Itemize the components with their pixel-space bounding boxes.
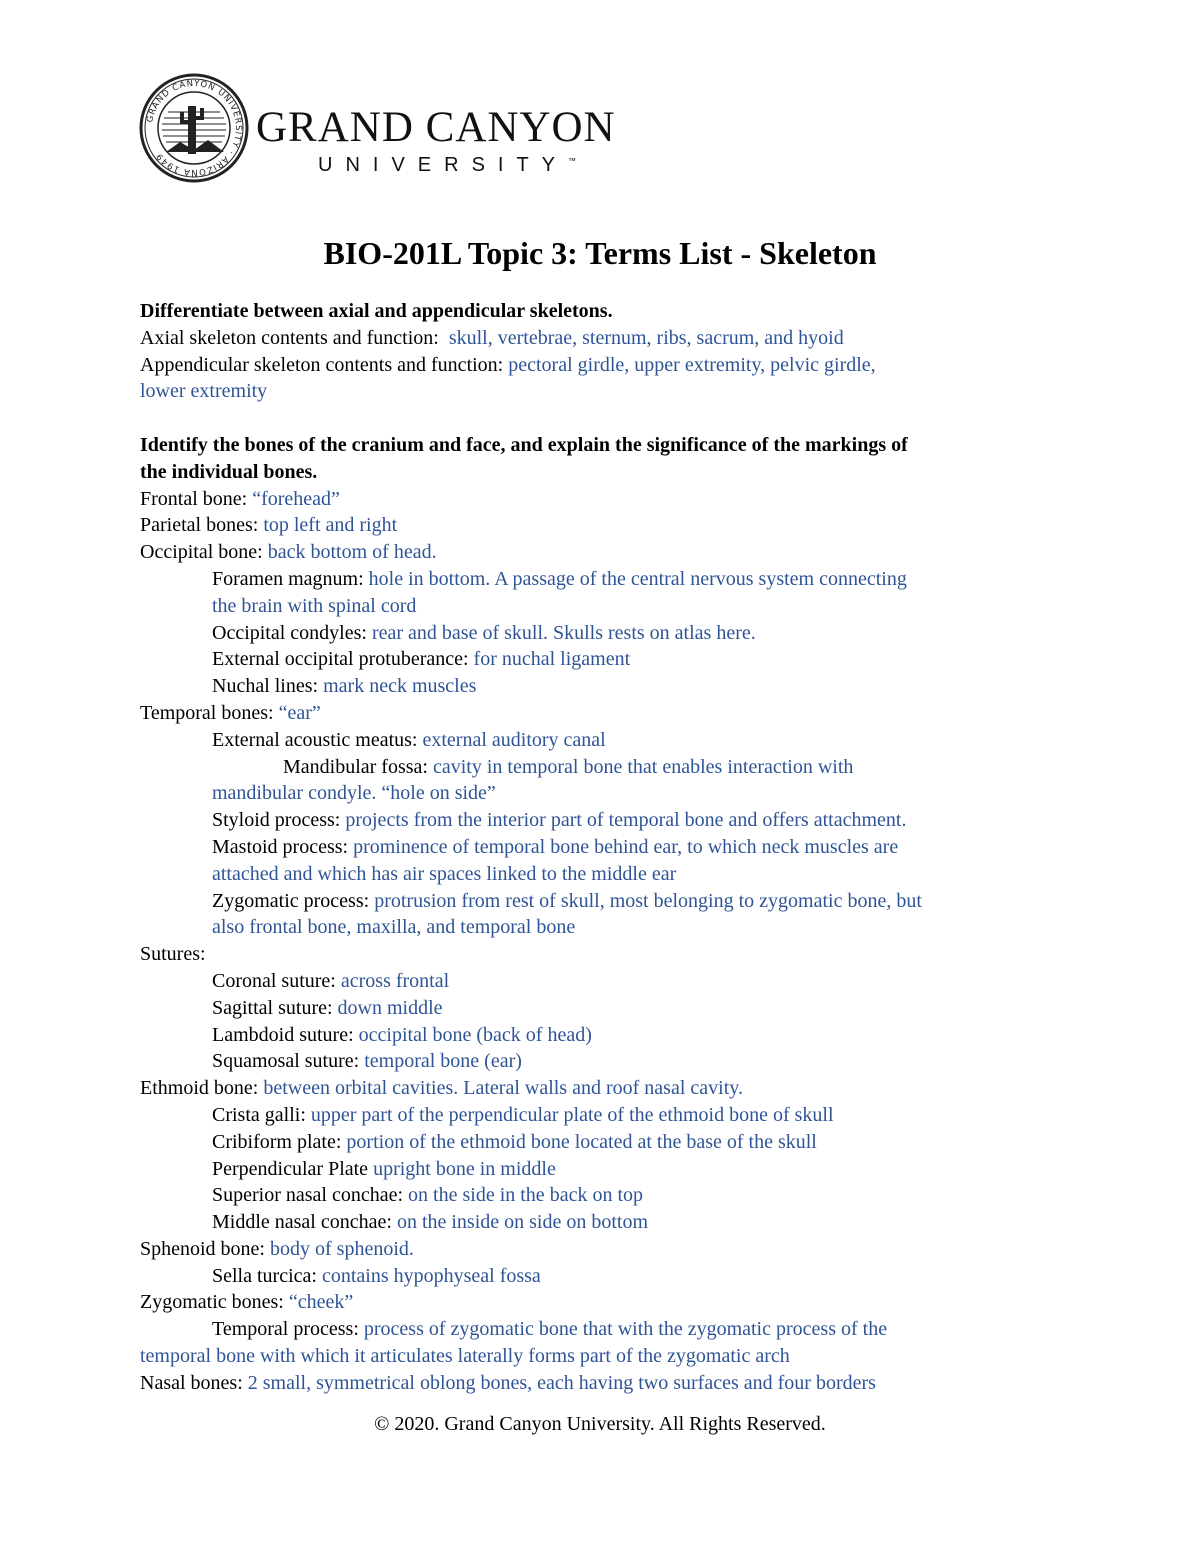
term-line xyxy=(140,1048,1060,1075)
term-line xyxy=(140,486,1060,513)
term-label: External occipital protuberance: xyxy=(212,648,469,671)
term-answer: pectoral girdle, upper extremity, pelvic girdle, xyxy=(508,353,876,376)
term-answer: down middle xyxy=(337,996,443,1019)
term-answer: body of sphenoid. xyxy=(270,1237,414,1260)
term-label: Zygomatic bones: xyxy=(140,1291,284,1314)
term-line xyxy=(140,1209,1060,1236)
term-answer: occipital bone (back of head) xyxy=(358,1023,592,1046)
section-heading-cranium: Identify the bones of the cranium and face, and explain the significance of the markings of xyxy=(140,433,908,456)
term-answer: contains hypophyseal fossa xyxy=(321,1264,541,1287)
term-answer: “ear” xyxy=(278,701,321,724)
term-line xyxy=(140,1022,1060,1049)
svg-text:GRAND CANYON UNIVERSITY · ARIZ: GRAND CANYON UNIVERSITY · ARIZONA 1949 xyxy=(145,78,244,178)
term-label: Sella turcica: xyxy=(212,1264,317,1287)
section-heading-skeletons: Differentiate between axial and appendicular skeletons. xyxy=(140,300,613,322)
term-answer: between orbital cavities. Lateral walls and roof nasal cavity. xyxy=(263,1077,743,1100)
term-line xyxy=(140,673,1060,700)
term-label: Occipital bone: xyxy=(140,541,263,564)
term-answer: protrusion from rest of skull, most belonging to zygomatic bone, but xyxy=(374,889,922,912)
term-label: Sutures: xyxy=(140,943,206,966)
term-answer: projects from the interior part of temporal bone and offers attachment. xyxy=(345,809,907,832)
term-label: External acoustic meatus: xyxy=(212,728,418,751)
term-answer-continued: lower extremity xyxy=(140,380,268,403)
paragraph-spacer xyxy=(140,405,1060,432)
term-answer: portion of the ethmoid bone located at the base of the skull xyxy=(346,1130,817,1153)
term-label: Superior nasal conchae: xyxy=(212,1184,404,1207)
term-line xyxy=(140,566,1060,593)
term-answer: top left and right xyxy=(263,514,398,537)
term-label: Crista galli: xyxy=(212,1103,306,1126)
term-label: Nasal bones: xyxy=(140,1371,243,1394)
term-line xyxy=(140,1182,1060,1209)
term-answer: rear and base of skull. Skulls rests on atlas here. xyxy=(371,621,756,644)
term-answer: across frontal xyxy=(340,969,450,992)
university-header xyxy=(138,72,658,202)
term-answer: upright bone in middle xyxy=(373,1157,556,1180)
term-label: Foramen magnum: xyxy=(212,567,364,590)
university-wordmark xyxy=(256,106,616,177)
term-answer: mark neck muscles xyxy=(323,675,477,698)
term-line xyxy=(140,1289,1060,1316)
term-label: Sagittal suture: xyxy=(212,996,333,1019)
term-label: Parietal bones: xyxy=(140,514,259,537)
term-answer: attached and which has air spaces linked to the middle ear xyxy=(212,862,677,885)
term-line xyxy=(140,512,1060,539)
term-answer: also frontal bone, maxilla, and temporal bone xyxy=(212,916,576,939)
term-answer: back bottom of head. xyxy=(267,541,437,564)
term-line xyxy=(140,539,1060,566)
term-line xyxy=(140,1102,1060,1129)
term-line xyxy=(140,807,1060,834)
term-label: Frontal bone: xyxy=(140,487,248,510)
term-label: Temporal process: xyxy=(212,1318,359,1341)
term-label: Coronal suture: xyxy=(212,969,336,992)
term-line xyxy=(140,995,1060,1022)
term-line xyxy=(140,646,1060,673)
term-line xyxy=(140,780,1060,807)
term-label: Zygomatic process: xyxy=(212,889,370,912)
brand-subtitle: UNIVERSITY™ xyxy=(318,154,577,176)
term-answer: 2 small, symmetrical oblong bones, each having two surfaces and four borders xyxy=(247,1371,876,1394)
term-label: Middle nasal conchae: xyxy=(212,1211,392,1234)
term-label: Cribiform plate: xyxy=(212,1130,342,1153)
term-line xyxy=(140,593,1060,620)
term-answer: hole in bottom. A passage of the central nervous system connecting xyxy=(368,567,907,590)
term-line xyxy=(140,727,1060,754)
term-answer: cavity in temporal bone that enables interaction with xyxy=(432,755,854,778)
term-answer: mandibular condyle. “hole on side” xyxy=(212,782,496,805)
term-label: Sphenoid bone: xyxy=(140,1237,265,1260)
term-label: Temporal bones: xyxy=(140,701,274,724)
term-label: Nuchal lines: xyxy=(212,675,319,698)
term-line xyxy=(140,1316,1060,1343)
term-answer: upper part of the perpendicular plate of the ethmoid bone of skull xyxy=(310,1103,834,1126)
term-line xyxy=(140,754,1060,781)
term-answer: for nuchal ligament xyxy=(473,648,631,671)
term-label: Ethmoid bone: xyxy=(140,1077,259,1100)
term-line xyxy=(140,834,1060,861)
university-seal-logo xyxy=(138,72,250,184)
term-label: Appendicular skeleton contents and function: xyxy=(140,353,504,376)
term-line xyxy=(140,1075,1060,1102)
term-label: Styloid process: xyxy=(212,809,341,832)
term-line xyxy=(140,968,1060,995)
term-line xyxy=(140,1156,1060,1183)
term-line xyxy=(140,914,1060,941)
term-line xyxy=(140,861,1060,888)
section-heading-cranium-continued: the individual bones. xyxy=(140,460,318,483)
term-answer: skull, vertebrae, sternum, ribs, sacrum, and hyoid xyxy=(448,326,844,349)
term-line-appendicular xyxy=(140,352,1060,379)
term-label: Squamosal suture: xyxy=(212,1050,360,1073)
term-label: Perpendicular Plate xyxy=(212,1157,369,1180)
terms-list xyxy=(140,486,1060,1397)
term-line xyxy=(140,700,1060,727)
brand-name: GRAND CANYON xyxy=(256,104,616,151)
term-line xyxy=(140,1263,1060,1290)
term-answer: temporal bone with which it articulates laterally forms part of the zygomatic arch xyxy=(140,1345,790,1368)
term-answer: “cheek” xyxy=(288,1291,354,1314)
term-label: Mandibular fossa: xyxy=(283,755,428,778)
term-answer: “forehead” xyxy=(252,487,340,510)
term-label: Occipital condyles: xyxy=(212,621,367,644)
term-line xyxy=(140,1236,1060,1263)
term-line xyxy=(140,1343,1060,1370)
term-answer: external auditory canal xyxy=(422,728,606,751)
term-label: Lambdoid suture: xyxy=(212,1023,354,1046)
term-line xyxy=(140,1370,1060,1397)
term-line xyxy=(140,620,1060,647)
term-answer: process of zygomatic bone that with the zygomatic process of the xyxy=(363,1318,888,1341)
term-line xyxy=(140,941,1060,968)
document-body xyxy=(140,298,1060,1397)
copyright-footer: © 2020. Grand Canyon University. All Rights Reserved. xyxy=(374,1413,826,1435)
term-label: Mastoid process: xyxy=(212,835,349,858)
term-answer: prominence of temporal bone behind ear, to which neck muscles are xyxy=(353,835,899,858)
term-line xyxy=(140,1129,1060,1156)
term-line-axial xyxy=(140,325,1060,352)
term-label: Axial skeleton contents and function: xyxy=(140,326,439,349)
term-answer: the brain with spinal cord xyxy=(212,594,417,617)
term-answer: on the side in the back on top xyxy=(408,1184,643,1207)
document-title: BIO-201L Topic 3: Terms List - Skeleton xyxy=(323,235,877,271)
term-answer: on the inside on side on bottom xyxy=(396,1211,649,1234)
term-line xyxy=(140,888,1060,915)
term-answer: temporal bone (ear) xyxy=(364,1050,522,1073)
